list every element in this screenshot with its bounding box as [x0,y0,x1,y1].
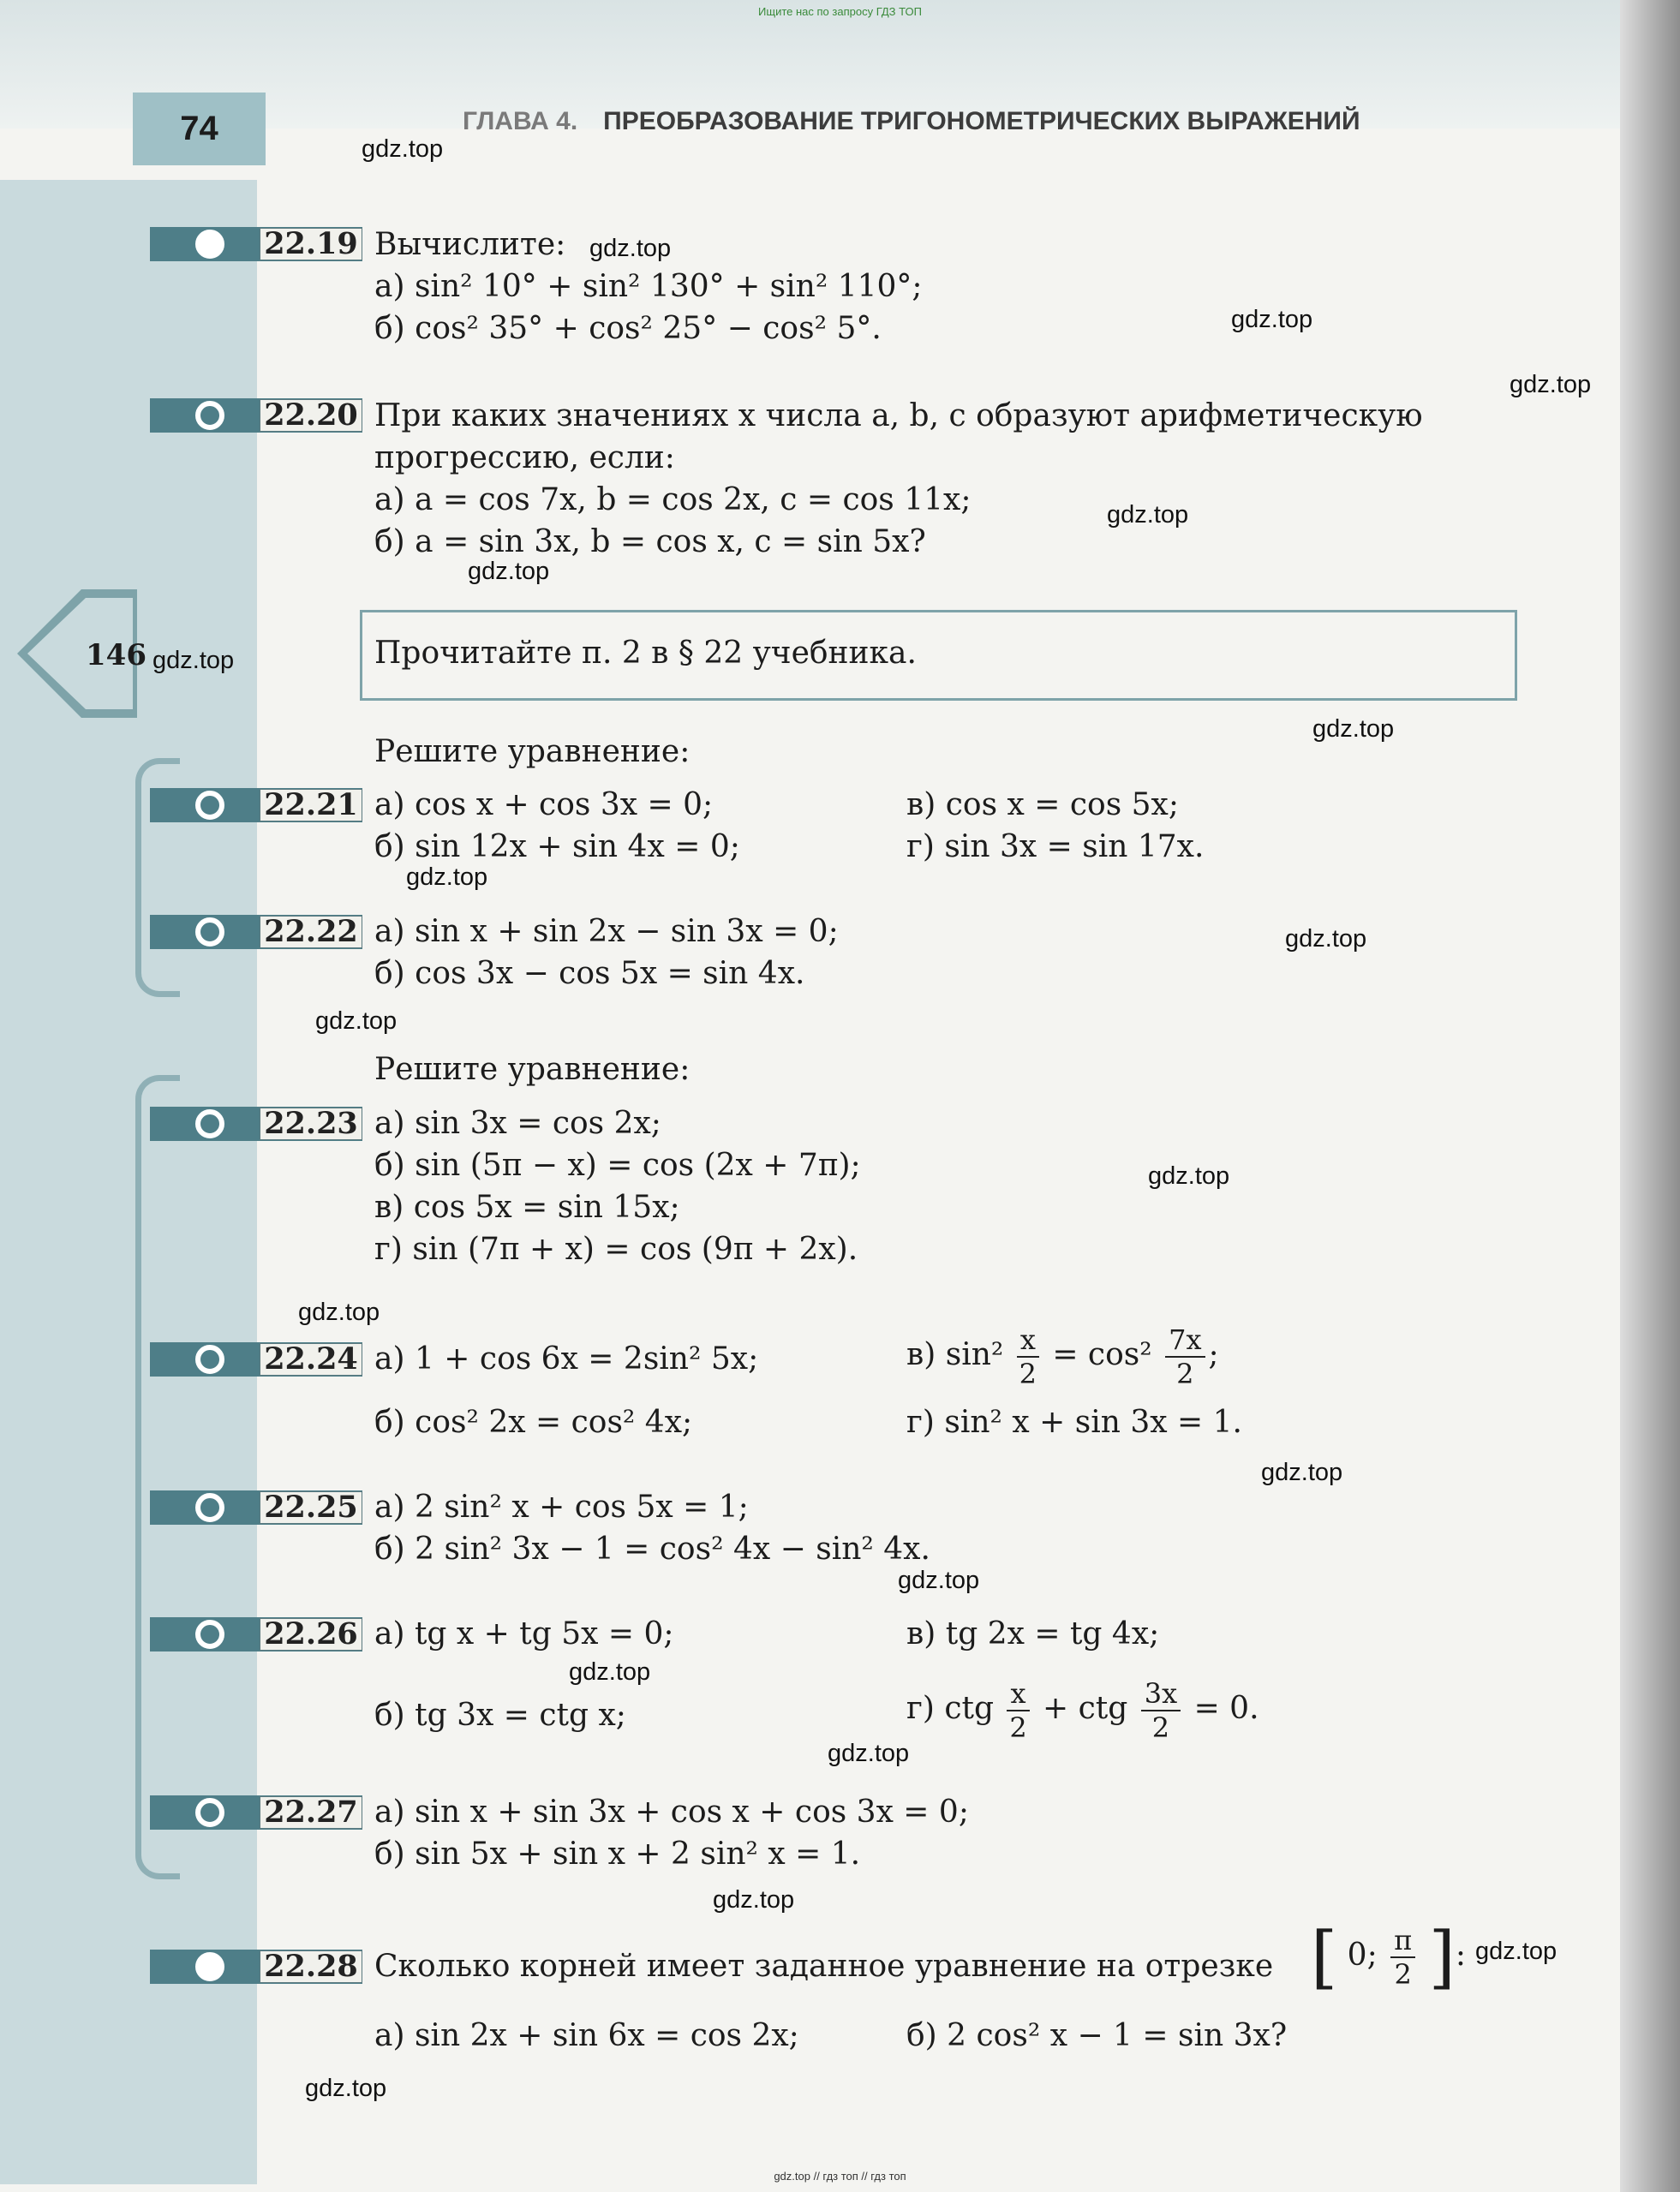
task-d [906,1677,1259,1744]
fraction [1141,1677,1181,1744]
fraction [1165,1323,1205,1390]
chapter-title: ПРЕОБРАЗОВАНИЕ ТРИГОНОМЕТРИЧЕСКИХ ВЫРАЖЕНИЙ [603,107,1360,135]
difficulty-marker [195,1493,224,1522]
task-d-middle: + ctg [1042,1691,1128,1726]
numerator: 3x [1141,1677,1181,1711]
interval-right-bracket: ] [1428,1917,1456,1997]
colon: : [1455,1938,1467,1973]
difficulty-marker [195,401,224,430]
problem-text: Сколько корней имеет заданное уравнение на отрезке [374,1949,1274,1984]
watermark: gdz.top [406,863,488,891]
problem-number: 22.21 [260,789,362,821]
footer-note: gdz.top // гдз топ // гдз топ [774,2170,906,2183]
fraction [1007,1677,1029,1744]
task-b: б) sin 5x + sin x + 2 sin² x = 1. [374,1837,861,1872]
difficulty-marker [195,1345,224,1374]
task-b: б) cos² 35° + cos² 25° − cos² 5°. [374,311,882,346]
numerator: x [1017,1323,1039,1358]
task-a: а) 2 sin² x + cos 5x = 1; [374,1490,749,1525]
read-note-text: Прочитайте п. 2 в § 22 учебника. [374,636,917,671]
textbook-ref-number: 146 [86,638,146,672]
task-b: б) sin (5π − x) = cos (2x + 7π); [374,1148,861,1183]
difficulty-marker [195,791,224,820]
denominator: 2 [1151,1711,1170,1744]
watermark: gdz.top [1312,715,1395,743]
task-c-middle: = cos² [1052,1337,1152,1372]
task-c-prefix: в) sin² [906,1337,1004,1372]
task-d-end: = 0. [1193,1691,1259,1726]
watermark: gdz.top [828,1740,910,1767]
problem-text: При каких значениях x числа a, b, c образуют арифметическую [374,398,1423,433]
task-a: а) 1 + cos 6x = 2sin² 5x; [374,1341,759,1377]
watermark: gdz.top [315,1007,398,1035]
watermark: gdz.top [1107,501,1189,529]
task-c: в) cos x = cos 5x; [906,787,1179,822]
denominator: 2 [1009,1711,1027,1744]
task-c-end: ; [1208,1337,1219,1372]
problem-number: 22.24 [260,1343,362,1376]
problem-number: 22.22 [260,916,362,948]
watermark: gdz.top [152,647,235,674]
task-d: г) sin 3x = sin 17x. [906,829,1205,864]
watermark: gdz.top [713,1886,795,1914]
watermark: gdz.top [1475,1938,1557,1965]
task-c: в) tg 2x = tg 4x; [906,1616,1160,1651]
watermark: gdz.top [898,1567,980,1594]
watermark: gdz.top [1510,371,1592,398]
group-bracket [135,1075,180,1879]
watermark: gdz.top [305,2075,387,2102]
difficulty-marker [195,230,224,259]
top-note: Ищите нас по запросу ГДЗ ТОП [758,5,922,18]
difficulty-marker [195,1109,224,1138]
denominator: 2 [1176,1358,1194,1390]
watermark: gdz.top [1148,1162,1230,1190]
fraction [1390,1924,1415,1991]
task-d: г) sin (7π + x) = cos (9π + 2x). [374,1232,858,1267]
fraction [1017,1323,1039,1390]
task-a: а) sin² 10° + sin² 130° + sin² 110°; [374,269,923,304]
watermark: gdz.top [1285,925,1367,953]
denominator: 2 [1394,1958,1412,1991]
numerator: 7x [1165,1323,1205,1358]
watermark: gdz.top [1231,306,1313,333]
problem-number: 22.28 [260,1950,362,1983]
problem-number: 22.26 [260,1618,362,1651]
problem-number: 22.19 [260,228,362,260]
chapter-label: ГЛАВА 4. [463,107,578,135]
page-edge-shadow [1620,0,1680,2192]
task-b: б) cos² 2x = cos² 4x; [374,1405,693,1440]
task-b: б) a = sin 3x, b = cos x, c = sin 5x? [374,524,926,559]
difficulty-marker [195,1952,224,1981]
problem-number: 22.25 [260,1491,362,1524]
numerator: π [1390,1924,1415,1958]
difficulty-marker [195,1798,224,1827]
watermark: gdz.top [468,558,550,585]
problem-number: 22.20 [260,399,362,432]
problem-number: 22.27 [260,1796,362,1829]
task-d: г) sin² x + sin 3x = 1. [906,1405,1242,1440]
page-number: 74 [133,93,266,165]
difficulty-marker [195,1620,224,1649]
problem-title: Вычислите: [374,227,566,262]
task-a: а) tg x + tg 5x = 0; [374,1616,674,1651]
task-c: в) cos 5x = sin 15x; [374,1190,680,1225]
task-a: а) cos x + cos 3x = 0; [374,787,714,822]
watermark: gdz.top [569,1658,651,1686]
difficulty-marker [195,917,224,947]
numerator: x [1007,1677,1029,1711]
task-a: а) sin 2x + sin 6x = cos 2x; [374,2018,799,2053]
watermark: gdz.top [589,235,672,262]
interval-left-bracket: [ [1311,1917,1338,1997]
task-a: а) sin 3x = cos 2x; [374,1106,661,1141]
watermark: gdz.top [298,1299,380,1326]
task-a: а) sin x + sin 2x − sin 3x = 0; [374,914,839,949]
watermark: gdz.top [1261,1459,1343,1486]
margin-band [0,180,257,2184]
task-b: б) sin 12x + sin 4x = 0; [374,829,740,864]
section-instruction: Решите уравнение: [374,1052,691,1087]
problem-number: 22.23 [260,1108,362,1140]
problem-text: прогрессию, если: [374,440,675,475]
task-b: б) 2 cos² x − 1 = sin 3x? [906,2018,1288,2053]
interval [1311,1917,1467,1997]
task-b: б) cos 3x − cos 5x = sin 4x. [374,956,805,991]
task-b: б) 2 sin² 3x − 1 = cos² 4x − sin² 4x. [374,1532,930,1567]
denominator: 2 [1019,1358,1037,1390]
task-a: а) sin x + sin 3x + cos x + cos 3x = 0; [374,1795,969,1830]
chapter-heading [463,107,1360,136]
task-b: б) tg 3x = ctg x; [374,1698,626,1733]
task-a: а) a = cos 7x, b = cos 2x, c = cos 11x; [374,482,972,517]
task-c [906,1323,1219,1390]
section-instruction: Решите уравнение: [374,734,691,769]
task-d-prefix: г) ctg [906,1691,995,1726]
interval-start: 0; [1347,1938,1378,1973]
watermark: gdz.top [362,135,444,163]
